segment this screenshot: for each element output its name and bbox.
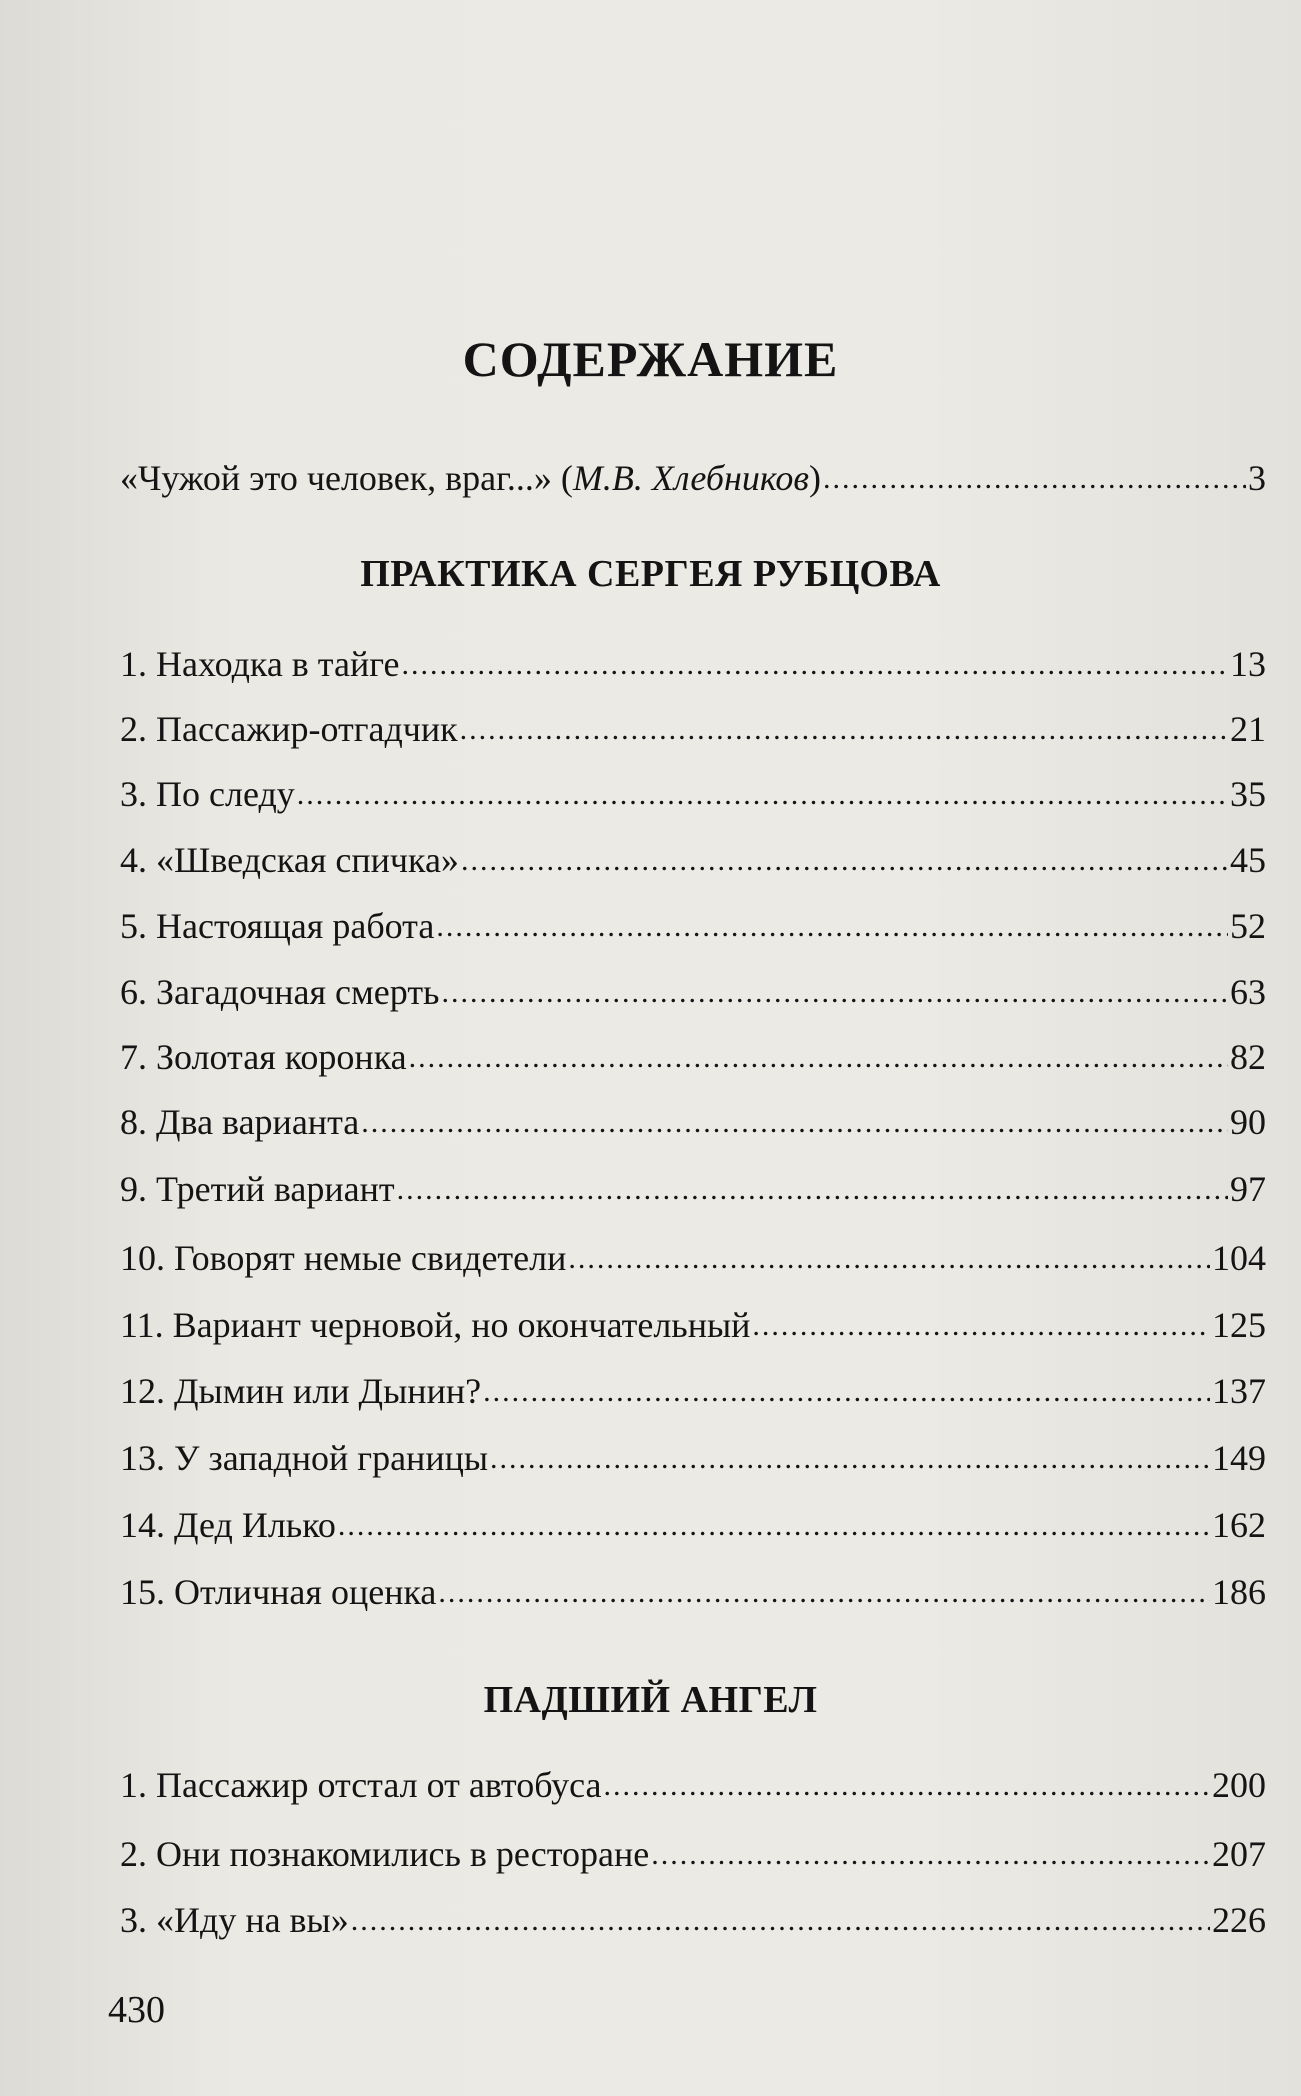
dot-leader	[441, 968, 1228, 1015]
toc-entry	[120, 1832, 1266, 1879]
dot-leader	[651, 1830, 1210, 1877]
toc-page-number: 162	[1212, 1505, 1266, 1545]
toc-entry-label: 15. Отличная оценка	[120, 1572, 437, 1612]
section-title-fallen-angel: ПАДШИЙ АНГЕЛ	[483, 1679, 818, 1721]
toc-entry	[120, 838, 1266, 885]
dot-leader	[297, 770, 1228, 817]
toc-entry	[120, 1763, 1266, 1810]
toc-page-number: 97	[1230, 1169, 1266, 1209]
toc-entry-label: 10. Говорят немые свидетели	[120, 1238, 567, 1278]
toc-page-number: 35	[1230, 774, 1266, 814]
dot-leader	[460, 705, 1228, 752]
toc-entry-label: 1. Находка в тайге	[120, 644, 400, 684]
toc-entry-label: 2. Пассажир-отгадчик	[120, 709, 458, 749]
toc-entry-label: 6. Загадочная смерть	[120, 972, 440, 1012]
toc-page-number: 104	[1212, 1238, 1266, 1278]
dot-leader	[823, 454, 1246, 501]
toc-entry-label: 14. Дед Илько	[120, 1505, 336, 1545]
dot-leader	[752, 1301, 1210, 1348]
toc-entry-label: 7. Золотая коронка	[120, 1037, 407, 1077]
toc-page-number: 186	[1212, 1572, 1266, 1612]
dot-leader	[568, 1234, 1210, 1281]
toc-entry	[120, 642, 1266, 689]
dot-leader	[461, 836, 1228, 883]
toc-page-number: 137	[1212, 1371, 1266, 1411]
toc-page-number: 125	[1212, 1305, 1266, 1345]
toc-page-number: 149	[1212, 1438, 1266, 1478]
toc-page-number: 21	[1230, 709, 1266, 749]
toc-entry	[120, 1167, 1266, 1214]
toc-entry-label: 2. Они познакомились в ресторане	[120, 1834, 650, 1874]
toc-entry-label: 3. По следу	[120, 774, 295, 814]
toc-entry	[120, 1436, 1266, 1483]
toc-entry	[120, 772, 1266, 819]
toc-entry-label: 9. Третий вариант	[120, 1169, 395, 1209]
toc-page-number: 45	[1230, 840, 1266, 880]
toc-entry-label: 11. Вариант черновой, но окончательный	[120, 1305, 751, 1345]
toc-page-number: 3	[1248, 458, 1266, 498]
dot-leader	[351, 1896, 1210, 1943]
toc-entry-label: 4. «Шведская спичка»	[120, 840, 459, 880]
toc-page-number: 52	[1230, 906, 1266, 946]
toc-entry	[120, 1570, 1266, 1617]
toc-entry-label: 5. Настоящая работа	[120, 906, 435, 946]
toc-entry	[120, 904, 1266, 951]
toc-entry	[120, 1369, 1266, 1416]
toc-entry-intro	[120, 456, 1266, 503]
toc-page-number: 13	[1230, 644, 1266, 684]
dot-leader	[604, 1761, 1210, 1808]
toc-entry	[120, 1303, 1266, 1350]
dot-leader	[409, 1033, 1228, 1080]
toc-entry-label: 12. Дымин или Дынин?	[120, 1371, 482, 1411]
dot-leader	[438, 1568, 1210, 1615]
toc-entry-label: 13. У западной границы	[120, 1438, 489, 1478]
toc-entry	[120, 1898, 1266, 1945]
toc-entry	[120, 1035, 1266, 1082]
toc-page-number: 226	[1212, 1900, 1266, 1940]
page-number: 430	[108, 1989, 165, 2031]
dot-leader	[490, 1434, 1210, 1481]
toc-entry-label: 1. Пассажир отстал от автобуса	[120, 1765, 602, 1805]
page-title: СОДЕРЖАНИЕ	[462, 331, 839, 387]
toc-entry	[120, 970, 1266, 1017]
toc-page-number: 82	[1230, 1037, 1266, 1077]
section-title-practice: ПРАКТИКА СЕРГЕЯ РУБЦОВА	[360, 553, 941, 595]
toc-entry-label: «Чужой это человек, враг...» (М.В. Хлебников)	[120, 458, 821, 498]
toc-page-number: 200	[1212, 1765, 1266, 1805]
dot-leader	[402, 640, 1229, 687]
toc-entry	[120, 707, 1266, 754]
toc-entry	[120, 1503, 1266, 1550]
dot-leader	[483, 1367, 1210, 1414]
dot-leader	[436, 902, 1228, 949]
toc-entry-label: 8. Два варианта	[120, 1102, 360, 1142]
dot-leader	[397, 1165, 1228, 1212]
dot-leader	[361, 1098, 1228, 1145]
dot-leader	[338, 1501, 1210, 1548]
toc-page-number: 90	[1230, 1102, 1266, 1142]
toc-page-number: 63	[1230, 972, 1266, 1012]
toc-page-number: 207	[1212, 1834, 1266, 1874]
toc-entry	[120, 1236, 1266, 1283]
toc-entry	[120, 1100, 1266, 1147]
toc-entry-label: 3. «Иду на вы»	[120, 1900, 349, 1940]
